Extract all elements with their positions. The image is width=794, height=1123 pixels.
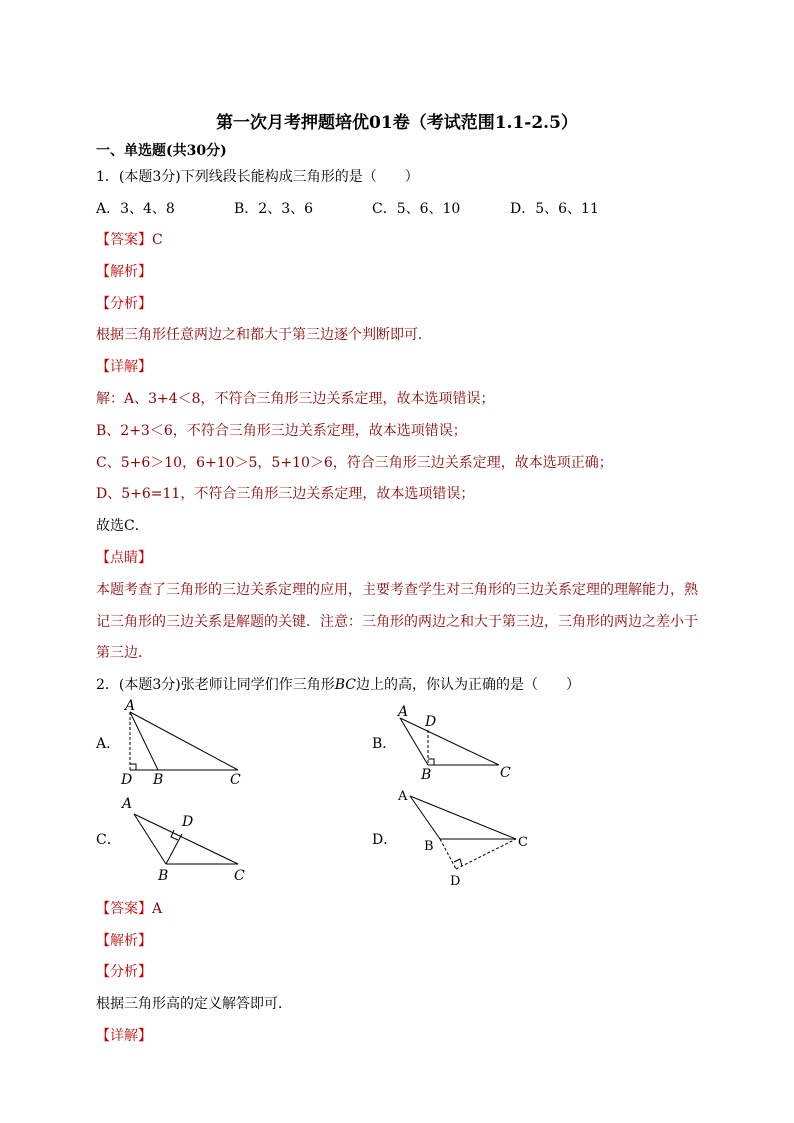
q2-stem-post: 边上的高，你认为正确的是（ ） (356, 677, 581, 693)
q2-figure-a (110, 698, 260, 788)
q1-detail-tag: 【详解】 (96, 359, 152, 375)
q2-figure-b (392, 700, 522, 784)
q1-stem: 1．(本题3分)下列线段长能构成三角形的是（ ） (96, 169, 419, 185)
fig-a-label-b: B (153, 772, 164, 788)
q1-dianjing-tag: 【点睛】 (96, 550, 152, 566)
fig-a-label-a: A (125, 698, 136, 714)
fig-c-label-b: B (158, 868, 169, 884)
fig-b-label-d: D (425, 714, 437, 730)
fig-d-label-a: A (398, 789, 408, 804)
fig-c-label-d: D (182, 814, 194, 830)
q2-answer-row (96, 901, 162, 917)
q2-stem-pre: 2．(本题3分)张老师让同学们作三角形 (96, 677, 335, 693)
fig-b-label-b: B (421, 767, 432, 783)
fig-b-label-a: A (398, 704, 409, 720)
q1-answer-row (96, 232, 163, 248)
q1-detail-line-1: 解：A、3+4＜8，不符合三角形三边关系定理，故本选项错误； (96, 391, 495, 407)
q2-figure-d (392, 786, 542, 890)
q1-dianjing-line-2: 记三角形的三边关系是解题的关键．注意：三角形的两边之和大于第三边，三角形的两边之差小于 (96, 614, 698, 630)
fig-a-label-d: D (121, 772, 133, 788)
q1-option-b: B．2、3、6 (234, 201, 314, 217)
q1-option-c: C．5、6、10 (372, 201, 461, 217)
fig-d-label-d: D (450, 874, 461, 889)
answer-tag: 【答案】 (96, 232, 152, 248)
q1-answer-value: C (152, 232, 163, 248)
fig-d-label-b: B (424, 839, 434, 854)
q1-fenxi-text: 根据三角形任意两边之和都大于第三边逐个判断即可． (96, 327, 432, 343)
q1-detail-line-4: D、5+6=11，不符合三角形三边关系定理，故本选项错误； (96, 486, 475, 502)
q2-stem (96, 677, 580, 693)
q2-detail-tag: 【详解】 (96, 1028, 152, 1044)
q1-fenxi-tag: 【分析】 (96, 296, 152, 312)
q1-conclusion: 故选C． (96, 518, 149, 534)
q2-option-c-label: C． (96, 832, 121, 848)
q1-detail-line-3: C、5+6＞10，6+10＞5，5+10＞6，符合三角形三边关系定理，故本选项正确； (96, 455, 613, 471)
q2-stem-bc: BC (334, 677, 357, 693)
section-heading: 一、单选题(共30分) (96, 143, 227, 159)
q1-detail-line-2: B、2+3＜6，不符合三角形三边关系定理，故本选项错误； (96, 423, 467, 439)
q1-dianjing-line-3: 第三边． (96, 645, 152, 661)
fig-a-label-c: C (230, 772, 241, 788)
fig-c-label-a: A (122, 796, 133, 812)
q2-answer-value: A (152, 901, 163, 917)
q1-option-d: D．5、6、11 (510, 201, 599, 217)
answer-tag: 【答案】 (96, 901, 152, 917)
q2-option-b-label: B． (372, 736, 397, 752)
fig-b-label-c: C (500, 765, 511, 781)
fig-c-label-c: C (234, 868, 245, 884)
page-title: 第一次月考押题培优01卷（考试范围1.1-2.5） (216, 113, 578, 133)
q1-analysis-tag: 【解析】 (96, 264, 152, 280)
fig-d-label-c: C (518, 835, 528, 850)
q2-fenxi-tag: 【分析】 (96, 964, 152, 980)
q2-fenxi-text: 根据三角形高的定义解答即可． (96, 996, 292, 1012)
q2-option-a-label: A． (96, 736, 121, 752)
q1-option-a: A．3、4、8 (96, 201, 175, 217)
q1-dianjing-line-1: 本题考查了三角形的三边关系定理的应用，主要考查学生对三角形的三边关系定理的理解能力，熟 (96, 582, 698, 598)
q2-figure-c (112, 792, 262, 884)
q2-analysis-tag: 【解析】 (96, 933, 152, 949)
q2-option-d-label: D． (372, 832, 398, 848)
